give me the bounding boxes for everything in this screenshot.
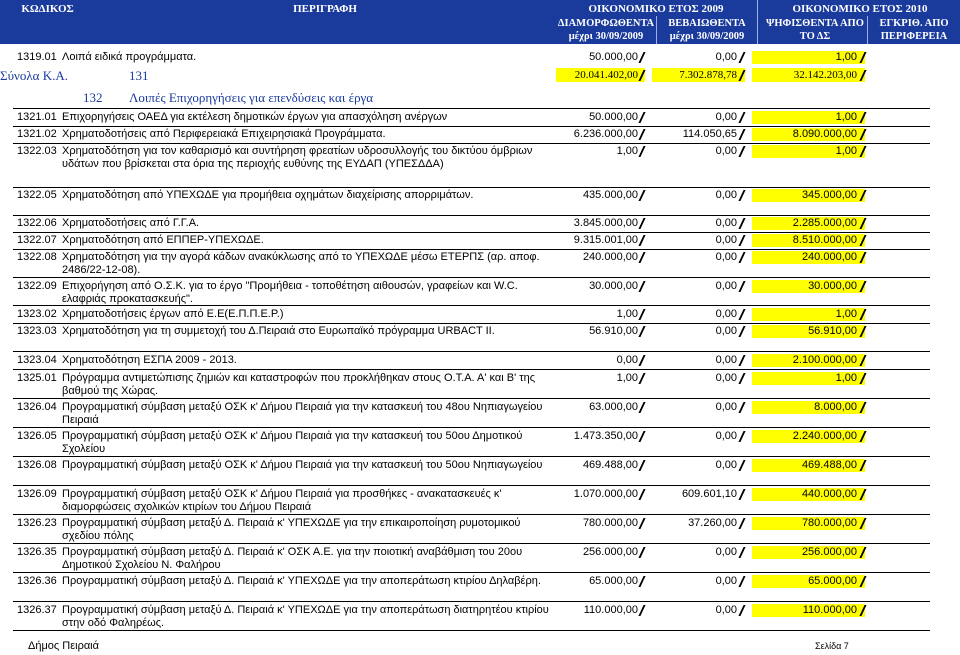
row-divider bbox=[13, 514, 930, 515]
header-voted: ΨΗΦΙΣΘΕΝΤΑ ΑΠΟ bbox=[766, 18, 864, 29]
row-value-certified: 37.260,00 bbox=[688, 517, 737, 529]
cell-marker bbox=[638, 326, 645, 337]
row-value-formed: 1,00 bbox=[616, 145, 638, 157]
row-value-certified: 0,00 bbox=[715, 111, 737, 123]
row-description: Χρηματοδότηση για τη συμμετοχή του Δ.Πειραιά στο Ευρωπαϊκό πρόγραμμα URBACT II. bbox=[62, 325, 495, 337]
row-description: Πρόγραμμα αντιμετώπισης ζημιών και καταστροφών που προκλήθηκαν στους Ο.Τ.Α. Α' και Β' της βαθμού της Χώρας. bbox=[62, 372, 536, 397]
row-divider bbox=[13, 126, 930, 127]
cell-marker bbox=[738, 252, 745, 263]
cell-marker bbox=[738, 489, 745, 500]
row-value-voted: 8.090.000,00 bbox=[792, 128, 857, 140]
sum-value-certified: 7.302.878,78 bbox=[679, 69, 737, 81]
row-value-formed: 1.070.000,00 bbox=[573, 488, 638, 500]
cell-marker bbox=[638, 129, 645, 140]
row-value-formed: 1.473.350,00 bbox=[573, 430, 638, 442]
row-value-voted: 110.000,00 bbox=[802, 604, 857, 616]
row-value-voted: 469.488,00 bbox=[801, 459, 857, 471]
row-code: 1321.01 bbox=[17, 111, 57, 123]
cell-marker bbox=[638, 235, 645, 246]
row-divider bbox=[13, 277, 930, 278]
row-value-formed: 9.315.001,00 bbox=[573, 234, 638, 246]
row-value-formed: 30.000,00 bbox=[589, 280, 638, 292]
cell-marker bbox=[638, 112, 645, 123]
row-divider bbox=[13, 351, 930, 352]
row-divider bbox=[13, 398, 930, 399]
row-value-voted: 8.510.000,00 bbox=[792, 234, 857, 246]
footer-page: Σελίδα 7 bbox=[815, 641, 849, 651]
row-description: Χρηματοδότηση από ΥΠΕΧΩΔΕ για προμήθεια οχημάτων διαχείρισης απορριμάτων. bbox=[62, 189, 474, 201]
row-code: 1323.03 bbox=[17, 325, 57, 337]
row-value-formed: 1,00 bbox=[616, 372, 638, 384]
row-value-voted: 2.100.000,00 bbox=[792, 354, 857, 366]
cell-marker bbox=[638, 373, 645, 384]
row-description: Χρηματοδοτήσεις έργων από Ε.Ε(Ε.Π.Π.Ε.Ρ.) bbox=[62, 308, 284, 320]
row-value-voted: 1,00 bbox=[835, 372, 857, 384]
row-value-certified: 0,00 bbox=[715, 217, 737, 229]
row-code: 1326.36 bbox=[17, 575, 57, 587]
row-description: Προγραμματική σύμβαση μεταξύ Δ. Πειραιά κ' ΥΠΕΧΩΔΕ για την αποπεράτωση κτιρίου Δηλαβέρη. bbox=[62, 575, 541, 587]
row-divider bbox=[13, 323, 930, 324]
row-value-formed: 780.000,00 bbox=[582, 517, 638, 529]
row-value-formed: 6.236.000,00 bbox=[573, 128, 638, 140]
cell-marker bbox=[638, 402, 645, 413]
row-code: 1322.03 bbox=[17, 145, 57, 157]
cell-marker bbox=[738, 112, 745, 123]
row-divider bbox=[13, 630, 930, 631]
cell-marker bbox=[638, 576, 645, 587]
row-value-formed: 3.845.000,00 bbox=[573, 217, 638, 229]
row-value-formed: 0,00 bbox=[616, 354, 638, 366]
row-value-voted: 345.000,00 bbox=[801, 189, 857, 201]
header-voted-2: ΤΟ ΔΣ bbox=[799, 31, 831, 42]
cell-marker bbox=[738, 402, 745, 413]
row-description: Χρηματοδότηση για τον καθαρισμό και συντήρηση φρεατίων υδροσυλλογής του δικτύου όμβριων υδάτων που βρίσκεται στα όρια της περιοχής ευθύνης της ΕΥΔΑΠ (ΥΠΕΣΔΔΑ) bbox=[62, 145, 533, 170]
row-divider bbox=[13, 456, 930, 457]
cell-marker bbox=[638, 52, 645, 63]
row-description: Χρηματοδοτήσεις από Περιφερειακά Επιχειρησιακά Προγράμματα. bbox=[62, 128, 386, 140]
header-fy2009: ΟΙΚΟΝΟΜΙΚΟ ΕΤΟΣ 2009 bbox=[588, 3, 724, 15]
row-value-voted: 1,00 bbox=[835, 111, 857, 123]
cell-marker bbox=[738, 129, 745, 140]
cell-marker bbox=[738, 235, 745, 246]
row-divider bbox=[13, 305, 930, 306]
row-value-certified: 0,00 bbox=[715, 430, 737, 442]
row-description: Λοιπά ειδικά προγράμματα. bbox=[62, 51, 197, 63]
sum-code: 131 bbox=[129, 68, 149, 83]
cell-marker bbox=[738, 547, 745, 558]
row-value-voted: 240.000,00 bbox=[801, 251, 857, 263]
row-description: Επιχορηγήσεις ΟΑΕΔ για εκτέλεση δημοτικών έργων για απασχόληση ανέργων bbox=[62, 111, 448, 123]
cell-marker bbox=[738, 281, 745, 292]
cell-marker bbox=[738, 576, 745, 587]
row-code: 1326.05 bbox=[17, 430, 57, 442]
header-formed-date: μέχρι 30/09/2009 bbox=[568, 31, 644, 42]
row-value-certified: 0,00 bbox=[715, 308, 737, 320]
cell-marker bbox=[638, 460, 645, 471]
row-value-certified: 0,00 bbox=[715, 189, 737, 201]
row-value-voted: 1,00 bbox=[835, 145, 857, 157]
cell-marker bbox=[638, 518, 645, 529]
row-code: 1326.23 bbox=[17, 517, 57, 529]
row-value-formed: 469.488,00 bbox=[582, 459, 638, 471]
row-code: 1323.02 bbox=[17, 308, 57, 320]
sum-value-formed: 20.041.402,00 bbox=[574, 69, 638, 81]
row-divider bbox=[13, 427, 930, 428]
row-value-voted: 440.000,00 bbox=[801, 488, 857, 500]
group-code: 132 bbox=[83, 90, 103, 105]
cell-marker bbox=[638, 547, 645, 558]
group-label: Λοιπές Επιχορηγήσεις για επενδύσεις και έργα bbox=[129, 90, 374, 105]
row-description: Χρηματοδότηση για την αγορά κάδων ανακύκλωσης από το ΥΠΕΧΩΔΕ μέσω ΕΤΕΡΠΣ (αρ. αποφ. 2486/22-12-08). bbox=[62, 251, 540, 276]
header-approved: ΕΓΚΡΙΘ. ΑΠΟ bbox=[879, 18, 949, 29]
row-value-certified: 0,00 bbox=[715, 251, 737, 263]
row-description: Χρηματοδότηση από ΕΠΠΕΡ-ΥΠΕΧΩΔΕ. bbox=[62, 234, 264, 246]
row-divider bbox=[13, 108, 930, 109]
header-approved-2: ΠΕΡΙΦΕΡΕΙΑ bbox=[880, 31, 948, 42]
row-description: Προγραμματική σύμβαση μεταξύ ΟΣΚ κ' Δήμου Πειραιά για την κατασκευή του 48ου Νηπιαγωγείου Πειραιά bbox=[62, 401, 543, 426]
cell-marker bbox=[738, 326, 745, 337]
row-code: 1319.01 bbox=[17, 51, 57, 63]
row-value-formed: 1,00 bbox=[616, 308, 638, 320]
row-value-formed: 63.000,00 bbox=[589, 401, 638, 413]
row-divider bbox=[13, 249, 930, 250]
row-value-voted: 30.000,00 bbox=[808, 280, 857, 292]
row-value-certified: 609.601,10 bbox=[681, 488, 737, 500]
row-value-voted: 1,00 bbox=[835, 308, 857, 320]
row-code: 1326.35 bbox=[17, 546, 57, 558]
row-value-certified: 0,00 bbox=[715, 372, 737, 384]
row-code: 1321.02 bbox=[17, 128, 57, 140]
row-value-formed: 110.000,00 bbox=[583, 604, 638, 616]
cell-marker bbox=[638, 218, 645, 229]
row-value-certified: 0,00 bbox=[715, 234, 737, 246]
row-description: Προγραμματική σύμβαση μεταξύ Δ. Πειραιά κ' ΟΣΚ Α.Ε. για την ποιοτική αναβάθμιση του 20ου Δημοτικού Σχολείου Ν. Φαλήρου bbox=[62, 546, 523, 571]
row-value-certified: 0,00 bbox=[715, 280, 737, 292]
row-value-certified: 0,00 bbox=[715, 575, 737, 587]
header-description: ΠΕΡΙΓΡΑΦΗ bbox=[293, 3, 357, 15]
cell-marker bbox=[638, 190, 645, 201]
row-code: 1322.06 bbox=[17, 217, 57, 229]
row-code: 1323.04 bbox=[17, 354, 57, 366]
cell-marker bbox=[738, 518, 745, 529]
cell-marker bbox=[738, 190, 745, 201]
sum-label: Σύνολα Κ.Α. bbox=[0, 68, 69, 83]
row-value-formed: 50.000,00 bbox=[589, 51, 638, 63]
row-code: 1322.08 bbox=[17, 251, 57, 263]
row-value-voted: 2.240.000,00 bbox=[792, 430, 857, 442]
sum-value-voted: 32.142.203,00 bbox=[793, 69, 857, 81]
header-divider bbox=[656, 16, 657, 44]
row-value-voted: 256.000,00 bbox=[801, 546, 857, 558]
row-divider bbox=[13, 485, 930, 486]
row-value-certified: 0,00 bbox=[715, 145, 737, 157]
row-value-voted: 2.285.000,00 bbox=[792, 217, 857, 229]
header-divider bbox=[867, 16, 868, 44]
cell-marker bbox=[738, 373, 745, 384]
row-value-formed: 435.000,00 bbox=[582, 189, 638, 201]
row-value-voted: 1,00 bbox=[835, 51, 857, 63]
row-description: Προγραμματική σύμβαση μεταξύ Δ. Πειραιά κ' ΥΠΕΧΩΔΕ για την αποπεράτωση διατηρητέου κτιρίου στην οδό Φαληρέως. bbox=[62, 604, 549, 629]
row-divider bbox=[13, 232, 930, 233]
row-value-formed: 256.000,00 bbox=[582, 546, 638, 558]
row-value-voted: 780.000,00 bbox=[801, 517, 857, 529]
row-description: Προγραμματική σύμβαση μεταξύ ΟΣΚ κ' Δήμου Πειραιά για προσθήκες - ανακατασκευές κ' διαμορφώσεις σχολικών κτιρίων του Δήμου Πειραιά bbox=[62, 488, 502, 513]
cell-marker bbox=[738, 460, 745, 471]
row-description: Προγραμματική σύμβαση μεταξύ ΟΣΚ κ' Δήμου Πειραιά για την κατασκευή του 50ου Νηπιαγωγείου bbox=[62, 459, 543, 471]
row-value-formed: 240.000,00 bbox=[582, 251, 638, 263]
table-header bbox=[0, 0, 960, 44]
row-divider bbox=[13, 215, 930, 216]
row-description: Προγραμματική σύμβαση μεταξύ Δ. Πειραιά κ' ΥΠΕΧΩΔΕ για την επικαιροποίηση ρυμοτομικού σχεδίου πόλης bbox=[62, 517, 521, 542]
row-code: 1325.01 bbox=[17, 372, 57, 384]
row-value-certified: 0,00 bbox=[715, 546, 737, 558]
row-divider bbox=[13, 543, 930, 544]
cell-marker bbox=[638, 489, 645, 500]
cell-marker bbox=[638, 431, 645, 442]
header-formed: ΔΙΑΜΟΡΦΩΘΕΝΤΑ bbox=[557, 18, 655, 29]
row-description: Χρηματοδοτήσεις από Γ.Γ.Α. bbox=[62, 217, 200, 229]
row-code: 1322.07 bbox=[17, 234, 57, 246]
row-value-formed: 50.000,00 bbox=[589, 111, 638, 123]
row-code: 1326.04 bbox=[17, 401, 57, 413]
cell-marker bbox=[738, 431, 745, 442]
row-code: 1326.09 bbox=[17, 488, 57, 500]
row-divider bbox=[13, 187, 930, 188]
footer-municipality: Δήμος Πειραιά bbox=[28, 640, 99, 652]
row-value-certified: 0,00 bbox=[715, 604, 737, 616]
header-fy2010: ΟΙΚΟΝΟΜΙΚΟ ΕΤΟΣ 2010 bbox=[792, 3, 928, 15]
cell-marker bbox=[738, 218, 745, 229]
row-code: 1322.09 bbox=[17, 280, 57, 292]
row-value-certified: 0,00 bbox=[715, 401, 737, 413]
row-value-certified: 114.050,65 bbox=[682, 128, 737, 140]
row-value-certified: 0,00 bbox=[715, 325, 737, 337]
cell-marker bbox=[738, 605, 745, 616]
row-value-voted: 8.000,00 bbox=[814, 401, 857, 413]
cell-marker bbox=[638, 605, 645, 616]
row-divider bbox=[13, 572, 930, 573]
row-code: 1326.08 bbox=[17, 459, 57, 471]
row-divider bbox=[13, 601, 930, 602]
row-value-voted: 65.000,00 bbox=[808, 575, 857, 587]
row-value-formed: 65.000,00 bbox=[589, 575, 638, 587]
row-value-formed: 56.910,00 bbox=[589, 325, 638, 337]
cell-marker bbox=[638, 146, 645, 157]
cell-marker bbox=[638, 281, 645, 292]
row-code: 1326.37 bbox=[17, 604, 57, 616]
row-value-certified: 0,00 bbox=[715, 51, 737, 63]
row-code: 1322.05 bbox=[17, 189, 57, 201]
cell-marker bbox=[738, 309, 745, 320]
row-divider bbox=[13, 143, 930, 144]
cell-marker bbox=[638, 355, 645, 366]
header-code: ΚΩΔΙΚΟΣ bbox=[21, 3, 74, 15]
header-certified: ΒΕΒΑΙΩΘΕΝΤΑ bbox=[668, 18, 746, 29]
header-divider bbox=[757, 0, 758, 44]
row-description: Χρηματοδότηση ΕΣΠΑ 2009 - 2013. bbox=[62, 354, 237, 366]
cell-marker bbox=[638, 252, 645, 263]
cell-marker bbox=[638, 309, 645, 320]
row-description: Προγραμματική σύμβαση μεταξύ ΟΣΚ κ' Δήμου Πειραιά για την κατασκευή του 50ου Δημοτικού Σχολείου bbox=[62, 430, 523, 455]
cell-marker bbox=[738, 146, 745, 157]
header-certified-date: μέχρι 30/09/2009 bbox=[669, 31, 745, 42]
row-value-voted: 56.910,00 bbox=[808, 325, 857, 337]
row-value-certified: 0,00 bbox=[715, 459, 737, 471]
cell-marker bbox=[738, 52, 745, 63]
cell-marker bbox=[738, 355, 745, 366]
row-description: Επιχορήγηση από Ο.Σ.Κ. για το έργο "Προμήθεια - τοποθέτηση αιθουσών, γραφείων και W.C. ελαφριάς προκατασκευής". bbox=[62, 280, 518, 305]
row-divider bbox=[13, 369, 930, 370]
row-value-certified: 0,00 bbox=[715, 354, 737, 366]
